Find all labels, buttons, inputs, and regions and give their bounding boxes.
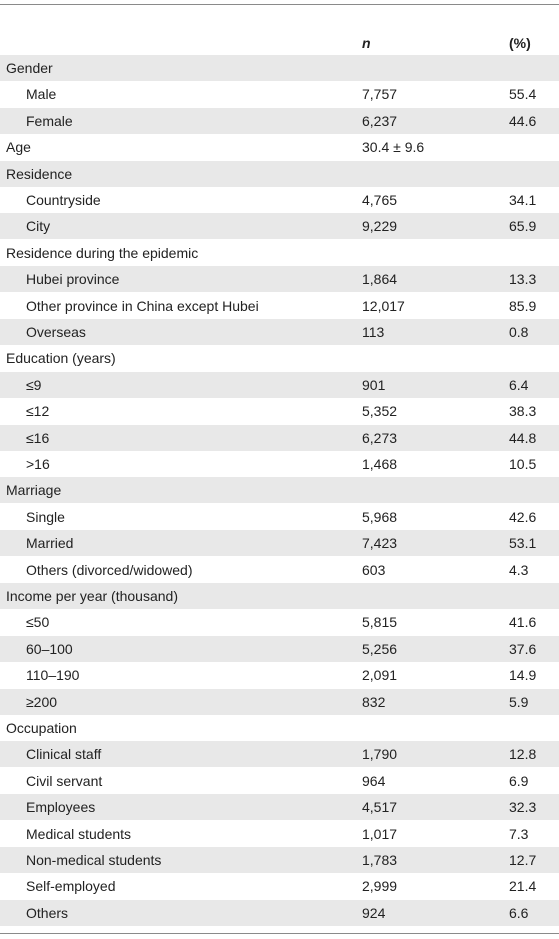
row-label-cell: Overseas xyxy=(26,324,86,340)
row-pct-cell: 32.3 xyxy=(509,799,537,816)
header-pct-cell: (%) xyxy=(509,35,531,51)
row-group-label-cell: Residence during the epidemic xyxy=(6,244,199,261)
row-n-cell: 4,517 xyxy=(362,799,398,816)
row-n-cell: 5,256 xyxy=(362,640,398,657)
row-n-cell: 7,423 xyxy=(362,535,398,552)
row-n-cell: 1,783 xyxy=(362,852,398,868)
table-row xyxy=(0,873,559,899)
row-n-cell: 1,468 xyxy=(362,456,398,472)
table-row xyxy=(0,768,559,794)
row-group-label-cell: Education (years) xyxy=(6,350,116,367)
table-top-rule xyxy=(0,4,559,5)
table-row xyxy=(0,319,559,345)
row-label-cell: >16 xyxy=(26,456,50,472)
row-label-cell: ≥200 xyxy=(26,693,58,710)
table-row xyxy=(0,609,559,635)
row-n-cell: 603 xyxy=(362,561,386,578)
row-pct-cell: 34.1 xyxy=(509,192,537,208)
row-pct-cell: 12.8 xyxy=(509,746,537,763)
row-pct-cell: 6.9 xyxy=(509,772,529,789)
row-n-cell: 5,352 xyxy=(362,403,398,420)
table-row xyxy=(0,715,559,741)
row-label-cell: Countryside xyxy=(26,192,101,208)
table-row xyxy=(0,293,559,319)
table-row xyxy=(0,425,559,451)
row-n-cell: 6,273 xyxy=(362,429,398,446)
table-row xyxy=(0,55,559,81)
row-label-cell: Female xyxy=(26,112,73,129)
row-label-cell: Other province in China except Hubei xyxy=(26,297,259,314)
row-label-cell: ≤50 xyxy=(26,614,50,631)
row-label-cell: ≤9 xyxy=(26,376,42,393)
row-n-cell: 1,864 xyxy=(362,271,398,288)
row-label-cell: Medical students xyxy=(26,825,132,842)
table-row xyxy=(0,161,559,187)
row-n-cell: 964 xyxy=(362,772,386,789)
row-pct-cell: 10.5 xyxy=(509,456,537,472)
row-label-cell: ≤16 xyxy=(26,429,50,446)
row-label-cell: Male xyxy=(26,86,57,103)
row-label-cell: Hubei province xyxy=(26,271,120,288)
table-row xyxy=(0,689,559,715)
table-bottom-rule xyxy=(0,933,559,934)
row-n-cell: 2,999 xyxy=(362,878,398,895)
row-label-cell: ≤12 xyxy=(26,403,50,420)
row-label-cell: Others (divorced/widowed) xyxy=(26,561,193,578)
table-row xyxy=(0,451,559,477)
row-label-cell: City xyxy=(26,218,51,235)
row-group-label-cell: Marriage xyxy=(6,482,62,499)
table-row xyxy=(0,213,559,239)
row-pct-cell: 12.7 xyxy=(509,852,537,868)
table-row xyxy=(0,504,559,530)
table-row xyxy=(0,266,559,292)
table-row xyxy=(0,583,559,609)
row-group-label-cell: Gender xyxy=(6,60,53,76)
table-row xyxy=(0,530,559,556)
row-group-label-cell: Age xyxy=(6,139,31,156)
row-pct-cell: 65.9 xyxy=(509,218,537,235)
row-group-label-cell: Income per year (thousand) xyxy=(6,588,178,604)
header-n-cell: n xyxy=(362,35,371,51)
table-row xyxy=(0,636,559,662)
row-pct-cell: 21.4 xyxy=(509,878,537,895)
row-n-cell: 113 xyxy=(362,324,385,340)
row-pct-cell: 6.6 xyxy=(509,904,529,921)
table-row xyxy=(0,187,559,213)
row-pct-cell: 85.9 xyxy=(509,297,537,314)
row-pct-cell: 7.3 xyxy=(509,825,529,842)
table-row xyxy=(0,134,559,160)
row-n-cell: 1,017 xyxy=(362,825,398,842)
row-n-cell: 2,091 xyxy=(362,667,398,684)
row-n-cell: 832 xyxy=(362,693,386,710)
row-n-cell: 5,968 xyxy=(362,508,398,525)
row-n-cell: 924 xyxy=(362,904,386,921)
table-row xyxy=(0,240,559,266)
row-pct-cell: 5.9 xyxy=(509,693,529,710)
row-pct-cell: 37.6 xyxy=(509,640,537,657)
table-row xyxy=(0,847,559,873)
table-row xyxy=(0,741,559,767)
row-label-cell: Married xyxy=(26,535,74,552)
row-group-label-cell: Residence xyxy=(6,165,73,182)
table-row xyxy=(0,108,559,134)
row-n-cell: 5,815 xyxy=(362,614,398,631)
table-row xyxy=(0,398,559,424)
row-n-cell: 9,229 xyxy=(362,218,398,235)
table-row xyxy=(0,557,559,583)
table-row xyxy=(0,821,559,847)
table-row xyxy=(0,794,559,820)
table-header-row xyxy=(0,30,559,56)
row-n-cell: 12,017 xyxy=(362,297,405,314)
table-row xyxy=(0,372,559,398)
row-label-cell: Others xyxy=(26,904,69,921)
row-label-cell: Clinical staff xyxy=(26,746,102,763)
table-row xyxy=(0,477,559,503)
row-pct-cell: 44.6 xyxy=(509,112,537,129)
row-label-cell: Single xyxy=(26,508,65,525)
row-pct-cell: 53.1 xyxy=(509,535,537,552)
row-label-cell: 60–100 xyxy=(26,640,73,657)
row-pct-cell: 4.3 xyxy=(509,561,529,578)
row-pct-cell: 0.8 xyxy=(509,324,529,340)
row-pct-cell: 44.8 xyxy=(509,429,537,446)
row-pct-cell: 38.3 xyxy=(509,403,537,420)
row-label-cell: Civil servant xyxy=(26,772,103,789)
row-n-cell: 901 xyxy=(362,376,386,393)
table-row xyxy=(0,81,559,107)
row-label-cell: Self-employed xyxy=(26,878,116,895)
table-row xyxy=(0,900,559,926)
row-n-cell: 30.4 ± 9.6 xyxy=(362,139,425,156)
row-label-cell: Employees xyxy=(26,799,96,816)
row-pct-cell: 42.6 xyxy=(509,508,537,525)
row-n-cell: 4,765 xyxy=(362,192,398,208)
row-pct-cell: 41.6 xyxy=(509,614,537,631)
row-n-cell: 7,757 xyxy=(362,86,398,103)
table-row xyxy=(0,662,559,688)
row-pct-cell: 55.4 xyxy=(509,86,537,103)
row-group-label-cell: Occupation xyxy=(6,720,77,736)
row-label-cell: Non-medical students xyxy=(26,852,162,868)
row-pct-cell: 14.9 xyxy=(509,667,537,684)
row-n-cell: 1,790 xyxy=(362,746,398,763)
row-n-cell: 6,237 xyxy=(362,112,398,129)
table-row xyxy=(0,345,559,371)
row-pct-cell: 13.3 xyxy=(509,271,537,288)
row-label-cell: 110–190 xyxy=(26,667,80,684)
row-pct-cell: 6.4 xyxy=(509,376,529,393)
